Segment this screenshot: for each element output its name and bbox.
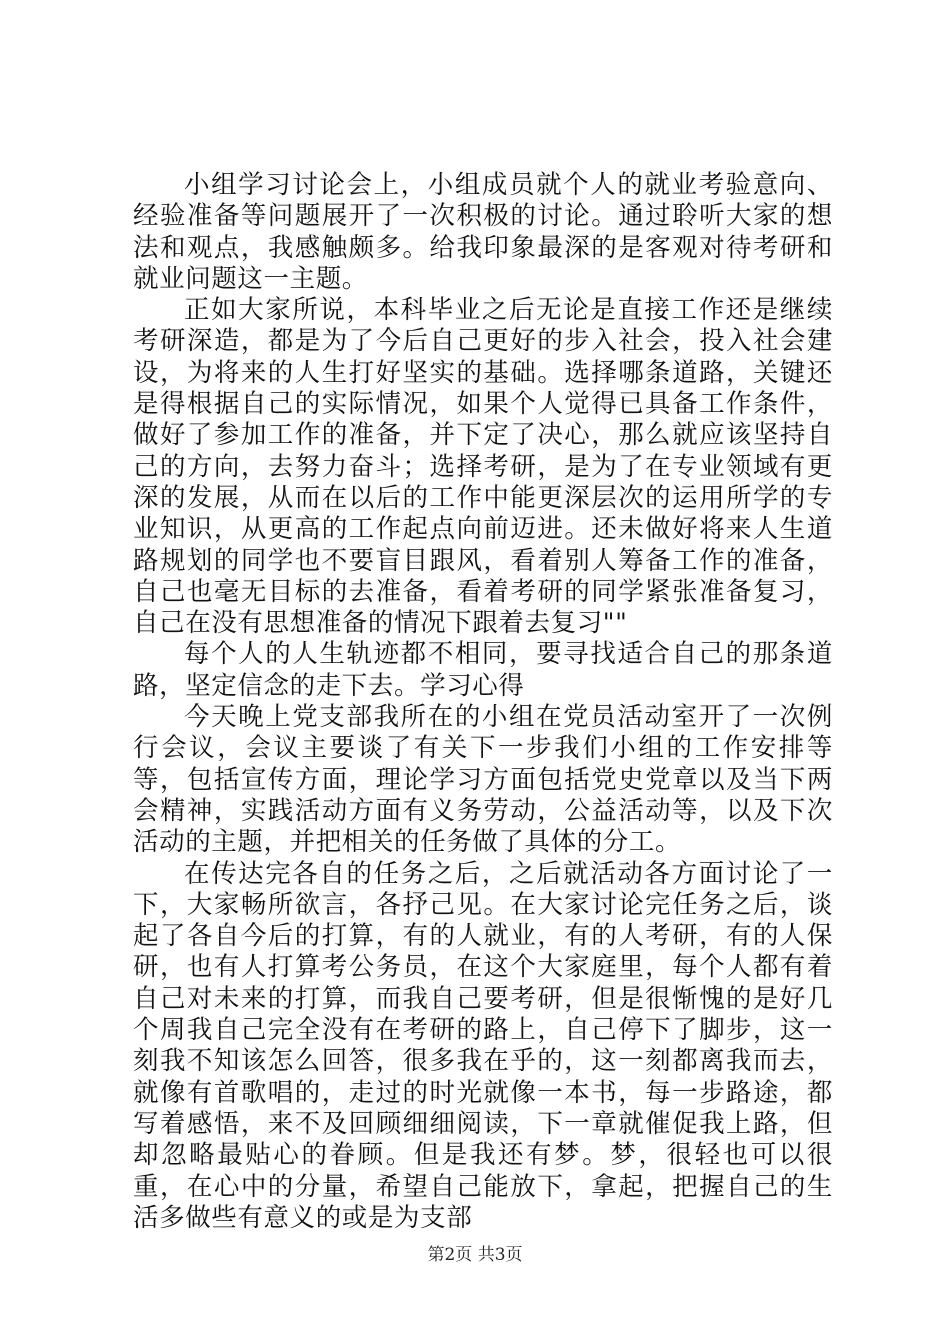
document-body	[133, 170, 833, 1234]
page-number-footer: 第2页 共3页	[427, 1245, 523, 1265]
paragraph-4: 今天晚上党支部我所在的小组在党员活动室开了一次例行会议，会议主要谈了有关下一步我们小组的工作安排等等，包括宣传方面，理论学习方面包括党史党章以及当下两会精神，实践活动方面有义务劳动，公益活动等，以及下次活动的主题，并把相关的任务做了具体的分工。	[133, 702, 833, 858]
paragraph-1: 小组学习讨论会上，小组成员就个人的就业考验意向、经验准备等问题展开了一次积极的讨论。通过聆听大家的想法和观点，我感触颇多。给我印象最深的是客观对待考研和就业问题这一主题。	[133, 170, 833, 294]
paragraph-5: 在传达完各自的任务之后，之后就活动各方面讨论了一下，大家畅所欲言，各抒己见。在大家讨论完任务之后，谈起了各自今后的打算，有的人就业，有的人考研，有的人保研，也有人打算考公务员，在这个大家庭里，每个人都有着自己对未来的打算，而我自己要考研，但是很惭愧的是好几个周我自己完全没有在考研的路上，自己停下了脚步，这一刻我不知该怎么回答，很多我在乎的，这一刻都离我而去，就像有首歌唱的，走过的时光就像一本书，每一步路途，都写着感悟，来不及回顾细细阅读，下一章就催促我上路，但却忽略最贴心的眷顾。但是我还有梦。梦，很轻也可以很重，在心中的分量，希望自己能放下，拿起，把握自己的生活多做些有意义的或是为支部	[133, 858, 833, 1233]
paragraph-3: 每个人的人生轨迹都不相同，要寻找适合自己的那条道路，坚定信念的走下去。学习心得	[133, 639, 833, 701]
paragraph-2: 正如大家所说，本科毕业之后无论是直接工作还是继续考研深造，都是为了今后自己更好的步入社会，投入社会建设，为将来的人生打好坚实的基础。选择哪条道路，关键还是得根据自己的实际情况，如果个人觉得已具备工作条件，做好了参加工作的准备，并下定了决心，那么就应该坚持自己的方向，去努力奋斗；选择考研，是为了在专业领域有更深的发展，从而在以后的工作中能更深层次的运用所学的专业知识，从更高的工作起点向前迈进。还未做好将来人生道路规划的同学也不要盲目跟风，看着别人筹备工作的准备，自己也毫无目标的去准备，看着考研的同学紧张准备复习，自己在没有思想准备的情况下跟着去复习""	[133, 295, 833, 639]
